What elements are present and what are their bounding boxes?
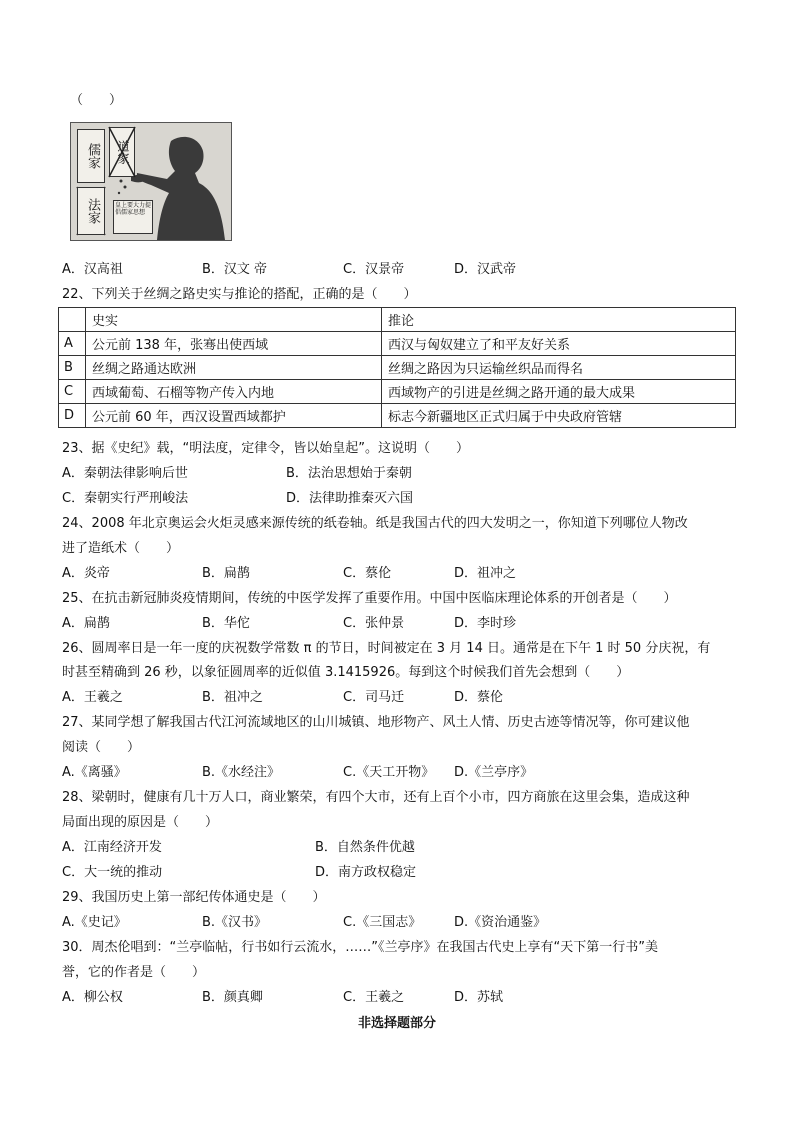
q23-option-b[interactable]: B．法治思想始于秦朝 xyxy=(286,466,412,481)
table-cell: A xyxy=(59,332,86,356)
q30-stem-line2: 誉，它的作者是（ ） xyxy=(62,965,206,980)
table-cell: 西域物产的引进是丝绸之路开通的最大成果 xyxy=(382,380,736,404)
table-cell: 标志今新疆地区正式归属于中央政府管辖 xyxy=(382,404,736,428)
q21-option-d[interactable]: D．汉武帝 xyxy=(454,262,517,277)
q23-option-a[interactable]: A．秦朝法律影响后世 xyxy=(62,466,188,481)
q25-option-c[interactable]: C．张仲景 xyxy=(343,616,405,631)
q24-stem-line1: 24、2008 年北京奥运会火炬灵感来源传统的纸卷轴。纸是我国古代的四大发明之一，你知道下列哪位人物改 xyxy=(62,516,688,531)
label-small-text: 皇上要大力提倡儒家思想 xyxy=(113,200,153,234)
q25-stem: 25、在抗击新冠肺炎疫情期间，传统的中医学发挥了重要作用。中国中医临床理论体系的开创者是（ ） xyxy=(62,591,677,606)
table-cell: 公元前 60 年，西汉设置西域都护 xyxy=(86,404,382,428)
q29-option-d[interactable]: D.《资治通鉴》 xyxy=(454,915,547,930)
q29-option-c[interactable]: C.《三国志》 xyxy=(343,915,422,930)
label-rujia: 儒家 xyxy=(77,129,105,183)
q21-illustration xyxy=(70,122,232,241)
q26-stem-line1: 26、圆周率日是一年一度的庆祝数学常数 π 的节日，时间被定在 3 月 14 日。通常是在下午 1 时 50 分庆祝，有 xyxy=(62,641,711,656)
q26-stem-line2: 时甚至精确到 26 秒，以象征圆周率的近似值 3.1415926。每到这个时候我们首先会想到（ ） xyxy=(62,665,630,680)
table-cell: 丝绸之路通达欧洲 xyxy=(86,356,382,380)
q30-option-c[interactable]: C．王羲之 xyxy=(343,990,405,1005)
q27-option-c[interactable]: C.《天工开物》 xyxy=(343,765,435,780)
q24-option-d[interactable]: D．祖冲之 xyxy=(454,566,517,581)
q27-stem-line2: 阅读（ ） xyxy=(62,740,141,755)
q22-table xyxy=(58,307,736,428)
q23-option-d[interactable]: D．法律助推秦灭六国 xyxy=(286,491,414,506)
q30-option-b[interactable]: B．颜真卿 xyxy=(202,990,263,1005)
q28-option-a[interactable]: A．江南经济开发 xyxy=(62,840,162,855)
table-row xyxy=(59,404,736,428)
table-header-cell: 史实 xyxy=(86,308,382,332)
q26-option-c[interactable]: C．司马迁 xyxy=(343,690,405,705)
section-title: 非选择题部分 xyxy=(357,1016,436,1031)
q30-option-a[interactable]: A．柳公权 xyxy=(62,990,123,1005)
q27-option-d[interactable]: D.《兰亭序》 xyxy=(454,765,534,780)
q27-option-b[interactable]: B.《水经注》 xyxy=(202,765,281,780)
table-cell: 西汉与匈奴建立了和平友好关系 xyxy=(382,332,736,356)
q22-stem: 22、下列关于丝绸之路史实与推论的搭配，正确的是（ ） xyxy=(62,287,417,302)
table-cell: B xyxy=(59,356,86,380)
q21-option-a[interactable]: A．汉高祖 xyxy=(62,262,123,277)
q21-option-b[interactable]: B．汉文 帝 xyxy=(202,262,268,277)
table-cell: C xyxy=(59,380,86,404)
table-row xyxy=(59,380,736,404)
table-cell: 公元前 138 年，张骞出使西域 xyxy=(86,332,382,356)
label-fajia: 法家 xyxy=(77,187,105,235)
q23-stem: 23、据《史纪》载，“明法度，定律令，皆以始皇起”。这说明（ ） xyxy=(62,441,470,456)
q24-option-c[interactable]: C．蔡伦 xyxy=(343,566,392,581)
q26-option-d[interactable]: D．蔡伦 xyxy=(454,690,504,705)
q25-option-d[interactable]: D．李时珍 xyxy=(454,616,517,631)
table-cell: 丝绸之路因为只运输丝织品而得名 xyxy=(382,356,736,380)
q28-stem-line1: 28、梁朝时，健康有几十万人口，商业繁荣，有四个大市，还有上百个小市，四方商旅在这里会集，造成这种 xyxy=(62,790,690,805)
q28-option-d[interactable]: D．南方政权稳定 xyxy=(315,865,417,880)
q26-option-a[interactable]: A．王羲之 xyxy=(62,690,123,705)
q26-option-b[interactable]: B．祖冲之 xyxy=(202,690,263,705)
q27-option-a[interactable]: A.《离骚》 xyxy=(62,765,127,780)
q25-option-b[interactable]: B．华佗 xyxy=(202,616,250,631)
q24-option-b[interactable]: B．扁鹊 xyxy=(202,566,250,581)
q25-option-a[interactable]: A．扁鹊 xyxy=(62,616,110,631)
q23-option-c[interactable]: C．秦朝实行严刑峻法 xyxy=(62,491,189,506)
table-row xyxy=(59,332,736,356)
q24-stem-line2: 进了造纸术（ ） xyxy=(62,541,180,556)
label-daojia: 道家 xyxy=(109,127,135,177)
q24-option-a[interactable]: A．炎帝 xyxy=(62,566,110,581)
q30-stem-line1: 30．周杰伦唱到：“兰亭临帖，行书如行云流水，……”《兰亭序》在我国古代史上享有“天下第一行书”美 xyxy=(62,940,658,955)
q28-option-b[interactable]: B．自然条件优越 xyxy=(315,840,415,855)
table-cell: D xyxy=(59,404,86,428)
q30-option-d[interactable]: D．苏轼 xyxy=(454,990,504,1005)
q28-stem-line2: 局面出现的原因是（ ） xyxy=(62,815,219,830)
q29-option-a[interactable]: A.《史记》 xyxy=(62,915,127,930)
table-header-row xyxy=(59,308,736,332)
table-header-cell: 推论 xyxy=(382,308,736,332)
q27-stem-line1: 27、某同学想了解我国古代江河流域地区的山川城镇、地形物产、风土人情、历史古迹等情况等，你可建议他 xyxy=(62,715,690,730)
q28-option-c[interactable]: C．大一统的推动 xyxy=(62,865,163,880)
q21-answer-paren: （ ） xyxy=(70,93,123,108)
table-cell: 西域葡萄、石榴等物产传入内地 xyxy=(86,380,382,404)
q21-option-c[interactable]: C．汉景帝 xyxy=(343,262,405,277)
table-row xyxy=(59,356,736,380)
q29-stem: 29、我国历史上第一部纪传体通史是（ ） xyxy=(62,890,326,905)
q29-option-b[interactable]: B.《汉书》 xyxy=(202,915,268,930)
table-header-cell xyxy=(59,308,86,332)
